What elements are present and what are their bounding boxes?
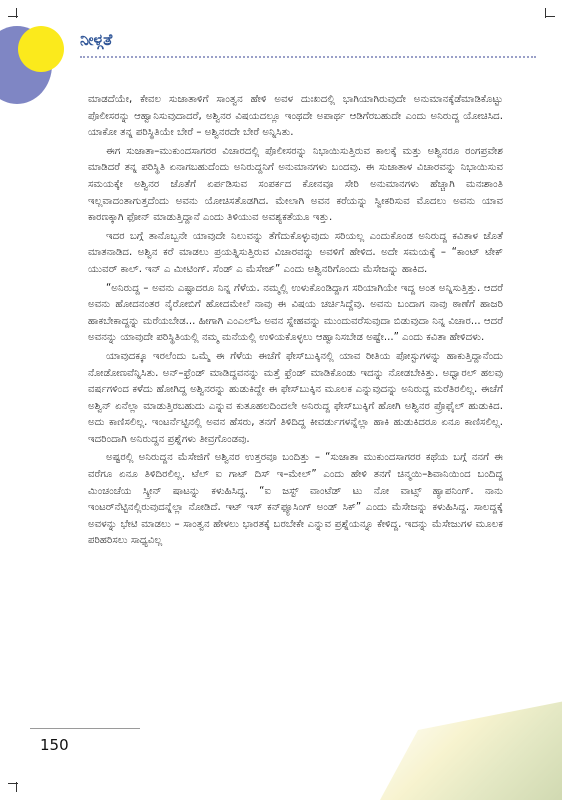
decorative-paper-graphic <box>380 700 562 800</box>
footer-rule <box>30 728 140 729</box>
section-title: ನೀಳ್ಗತೆ <box>80 30 113 49</box>
crop-mark <box>545 16 555 17</box>
paragraph: “ಅನಿರುದ್ದ – ಅವನು ಎಷ್ಟಾದರೂ ನಿನ್ನ ಗೆಳೆಯ. ನಮ್ಮಲ್ಲಿ ಉಳುಕೊಂಡಿದ್ದಾಗ ಸರಿಯಾಗಿಯೇ ಇದ್ದ ಅಂತ ಅನ್ನಿಸುತ್ತಿತ್ತು. ಆದರೆ ಅವನು ಹೋದನಂತರ ನೈರೋಬಿಗೆ ಹೋದಮೇಲೆ ನಾವು ಈ ವಿಷಯ ಚರ್ಚಿಸಿದ್ದೆವು. ಅವನು ಬಂದಾಗ ನಾವು ಠಾಣೆಗೆ ಹಾಜರಿ ಹಾಕಬೇಕಾದ್ದನ್ನು ಮರೆಯಬೇಡ... ಹೀಗಾಗಿ ಎಂಎಲ್ಓ ಅವನ ಸ್ನೇಹವನ್ನು ಮುಂದುವರೆಸುವುದಾ ಬಿಡುವುದಾ ನಿನ್ನ ವಿಚಾರ... ಆದರೆ ಅವನನ್ನು ಯಾವುದೇ ಪರಿಸ್ಥಿತಿಯಲ್ಲಿ ನಮ್ಮ ಮನೆಯಲ್ಲಿ ಉಳಿಯಕೊಳ್ಳಲು ಆಹ್ವಾನಿಸಬೇಡ ಅಷ್ಟೇ...” ಎಂದು ಕವಿತಾ ಹೇಳಿದಳು. <box>88 282 503 344</box>
decorative-yellow-circle <box>18 26 64 72</box>
page-number: 150 <box>40 736 69 754</box>
paragraph: ಈಗ ಸುಜಾತಾ–ಮುಕುಂದಸಾಗರರ ವಿಚಾರದಲ್ಲಿ ಪೊಲೀಸರನ್ನು ನಿಭಾಯಿಸುತ್ತಿರುವ ಕಾಲಕ್ಕೆ ಮತ್ತು ಅಶ್ವಿನರೂ ರಂಗಪ್ರವೇಶ ಮಾಡಿದರೆ ತನ್ನ ಪರಿಸ್ಥಿತಿ ಏನಾಗಬಹುದೆಂದು ಅನಿರುದ್ದನಿಗೆ ಅನುಮಾನಗಳು ಬಂದವು. ಈ ಸುಜಾತಾಳ ವಿಚಾರವನ್ನು ನಿಭಾಯಿಸುವ ಸಮಯಕ್ಕೇ ಅಶ್ವಿನರ ಜೊತೆಗೆ ಏರ್ಪಡಿಸುವ ಸಂಪರ್ಕದ ಕೋನವೂ ಸೇರಿ ಅನುಮಾನಗಳು ಹೆಚ್ಚಾಗಿ ಮನಃಶಾಂತಿ ಇಲ್ಲವಾದಂತಾಗುತ್ತದೆಂದು ಅವನು ಯೋಚಿಸತೊಡಗಿದ. ಮೇಲಾಗಿ ಅವನ ಕರೆಯನ್ನು ಸ್ವೀಕರಿಸುವ ಮೊದಲು ಅವನು ಯಾವ ಕಾರಣಕ್ಕಾಗಿ ಫೋನ್ ಮಾಡುತ್ತಿದ್ದಾನೆ ಎಂದು ತಿಳಿಯುವ ಅವಶ್ಯಕತೆಯೂ ಇತ್ತು. <box>88 145 503 224</box>
paragraph: ಅಷ್ಟರಲ್ಲಿ ಅನಿರುದ್ದನ ಮೆಸೇಜಿಗೆ ಅಶ್ವಿನರ ಉತ್ತರವೂ ಬಂದಿತ್ತು – “ಸುಜಾತಾ ಮುಕುಂದಸಾಗರರ ಕಥೆಯ ಬಗ್ಗೆ ನನಗೆ ಈ ವರೆಗೂ ಏನೂ ತಿಳಿದಿರಲಿಲ್ಲ. ಟೆಲ್ ಐ ಗಾಟ್ ದಿಸ್ ಇ–ಮೇಲ್” ಎಂದು ಹೇಳಿ ತನಗೆ ಚಿನ್ಮಯಿ–ಶಿವಾನಿಯಿಂದ ಬಂದಿದ್ದ ಮಿಂಚಂಚೆಯ ಸ್ಕ್ರೀನ್ ಷಾಟನ್ನು ಕಳುಹಿಸಿದ್ದ. “ಐ ಜಸ್ಟ್ ವಾಂಟೆಡ್ ಟು ನೋ ವಾಟ್ಸ್ ಹ್ಯಾಪನಿಂಗ್. ನಾನು ಇಂಟರ್‌ನೆಟ್ಟಿನಲ್ಲಿರುವುದನ್ನೆಲ್ಲಾ ನೋಡಿದೆ. ಇಟ್ ಇಸ್ ಕನ್‌ಫ್ಯೂಸಿಂಗ್ ಅಂಡ್ ಸಿಕ್” ಎಂದು ಮೆಸೇಜನ್ನು ಕಳುಹಿಸಿದ್ದ. ಸಾಲದ್ದಕ್ಕೆ ಅವಳನ್ನು ಭೇಟಿ ಮಾಡಲು – ಸಾಂತ್ವನ ಹೇಳಲು ಭಾರತಕ್ಕೆ ಬರಬೇಕೇ ಎನ್ನುವ ಪ್ರಶ್ನೆಯನ್ನೂ ಕೇಳಿದ್ದ. ಇದನ್ನು ಮೆಸೇಜುಗಳ ಮೂಲಕ ಪರಿಹರಿಸಲು ಸಾಧ್ಯವಿಲ್ಲ <box>88 452 503 547</box>
crop-mark <box>8 16 18 17</box>
header-dotted-rule <box>80 56 536 58</box>
paragraph: ಮಾಡದೆಯೇ, ಕೇವಲ ಸುಜಾತಾಳಿಗೆ ಸಾಂತ್ವನ ಹೇಳಿ ಅವಳ ದುಃಖದಲ್ಲಿ ಭಾಗಿಯಾಗಿರುವುದೇ ಅನುಮಾನಕ್ಕೆಡೆಮಾಡಿಕೊಟ್ಟು ಪೊಲೀಸರನ್ನು ಆಹ್ವಾನಿಸುವುದಾದರೆ, ಅಶ್ವಿನರ ವಿಷಯದಲ್ಲೂ ಇಂಥದೇ ಅಪಾರ್ಥ ಆಡಿಗೆರಬಹುದೇ ಎಂದು ಅನಿರುದ್ದ ಯೋಚಿಸಿದ. ಯಾಕೋ ತನ್ನ ಪರಿಸ್ಥಿತಿಯೇ ಬೇರೆ – ಅಶ್ವಿನರದೇ ಬೇರೆ ಅನ್ನಿಸಿತು. <box>88 94 503 139</box>
crop-mark <box>8 783 18 784</box>
paragraph: ಇದರ ಬಗ್ಗೆ ತಾನೊಬ್ಬನೇ ಯಾವುದೇ ನಿಲುವನ್ನು ತೆಗೆದುಕೊಳ್ಳುವುದು ಸರಿಯಲ್ಲ ಎಂದುಕೊಂಡ ಅನಿರುದ್ದ ಕವಿತಾಳ ಜೊತೆ ಮಾತನಾಡಿದ. ಅಶ್ವಿನ ಕರೆ ಮಾಡಲು ಪ್ರಯತ್ನಿಸುತ್ತಿರುವ ವಿಚಾರವನ್ನು ಅವಳಿಗೆ ಹೇಳಿದ. ಅದೇ ಸಮಯಕ್ಕೆ – “ಕಾಂಟ್ ಟೇಕ್ ಯುವರ್ ಕಾಲ್. ಇನ್ ಎ ಮೀಟಿಂಗ್. ಸೆಂಡ್ ಎ ಮೆಸೇಜ್” ಎಂದು ಅಶ್ವಿನರಿಗೊಂದು ಮೆಸೇಜನ್ನು ಹಾಕಿದ. <box>88 230 503 275</box>
paragraph: ಯಾವುದಕ್ಕೂ ಇರಲೆಂದು ಒಮ್ಮೆ ಈ ಗೆಳೆಯ ಈಚೆಗೆ ಫೇಸ್‌ಬುಕ್ಕಿನಲ್ಲಿ ಯಾವ ರೀತಿಯ ಪೋಸ್ಟುಗಳನ್ನು ಹಾಕುತ್ತಿದ್ದಾನೆಂದು ನೋಡೋಣವೆನ್ನಿಸಿತು. ಅನ್–ಫ್ರೆಂಡ್ ಮಾಡಿದ್ದವನನ್ನು ಮತ್ತೆ ಫ್ರೆಂಡ್ ಮಾಡಿಕೊಂಡು ಇದನ್ನು ನೋಡಬೇಕಿತ್ತು. ಅಧ್ವಾರಲ್ ಹಲವು ವರ್ಷಗಳಿಂದ ಕಳೆದು ಹೋಗಿದ್ದ ಅಶ್ವಿನರನ್ನು ಹುಡುಕಿದ್ದೇ ಈ ಫೇಸ್‌ಬುಕ್ಕಿನ ಮೂಲಕ ಎನ್ನುವುದನ್ನು ಅನಿರುದ್ದ ಮರೆತಿರಲಿಲ್ಲ. ಈಚೆಗೆ ಅಶ್ವಿನ್ ಏನೆಲ್ಲಾ ಮಾಡುತ್ತಿರಬಹುದು ಎನ್ನುವ ಕುತೂಹಲದಿಂದಲೇ ಅನಿರುದ್ದ ಫೇಸ್‌ಬುಕ್ಕಿಗೆ ಹೋಗಿ ಅಶ್ವಿನರ ಪ್ರೊಫೈಲ್ ಹುಡುಕಿದ. ಅದು ಕಾಣಿಸಲಿಲ್ಲ. ಇಂಟರ್ನೆಟ್ಟಿನಲ್ಲಿ ಅವನ ಹೆಸರು, ತನಗೆ ತಿಳಿದಿದ್ದ ಕೀವರ್ಡುಗಳನ್ನೆಲ್ಲಾ ಹಾಕಿ ಹುಡುಕಿದರೂ ಏನೂ ಕಾಣಿಸಲಿಲ್ಲ. ಇದರಿಂದಾಗಿ ಅನಿರುದ್ದನ ಪ್ರಶ್ನೆಗಳು ತೀವ್ರಗೊಂಡವು. <box>88 350 503 445</box>
story-body <box>88 92 503 552</box>
